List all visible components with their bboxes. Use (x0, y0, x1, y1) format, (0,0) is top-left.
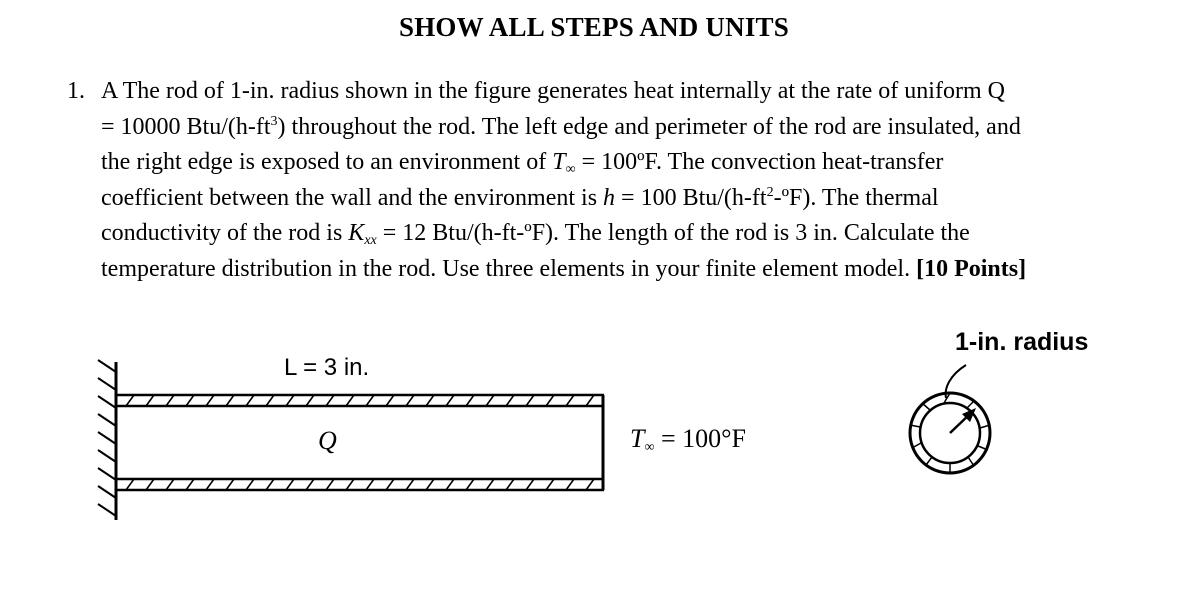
points-label: [10 Points] (916, 255, 1027, 282)
problem-line-3: the right edge is exposed to an environment of $T_\infty$ = 100ºF. The convection heat-transfer (101, 149, 944, 178)
rod-cross-section (910, 365, 990, 473)
page-heading: SHOW ALL STEPS AND UNITS (399, 12, 789, 42)
insulated-wall (98, 360, 116, 520)
heat-source-label: Q (318, 426, 337, 455)
problem-number: 1. (67, 78, 85, 104)
rod-top-insulation (116, 395, 604, 406)
problem-line-4: coefficient between the wall and the environment is h = 100 Btu/$(h-ft^2-ºF)$. The thermal (101, 184, 939, 211)
rod-bottom-insulation (116, 479, 604, 490)
ambient-temperature-label: $T_\infty = 100^\circ F$ (630, 424, 746, 455)
radius-label: 1-in. radius (955, 328, 1089, 356)
problem-line-6: temperature distribution in the rod. Use three elements in your finite element model. [10 Points] (101, 255, 1027, 282)
problem-line-5: conductivity of the rod is $K_{xx} = 12$ Btu/(h-ft-ºF). The length of the rod is 3 in. Calculate the (101, 220, 970, 249)
problem-line-1: A The rod of 1-in. radius shown in the figure generates heat internally at the rate of uniform Q (101, 78, 1005, 104)
rod-length-label: L = 3 in. (284, 354, 370, 381)
problem-line-2: = 10000 Btu/$(h-ft^3)$ throughout the rod. The left edge and perimeter of the rod are insulated, and (101, 113, 1021, 140)
